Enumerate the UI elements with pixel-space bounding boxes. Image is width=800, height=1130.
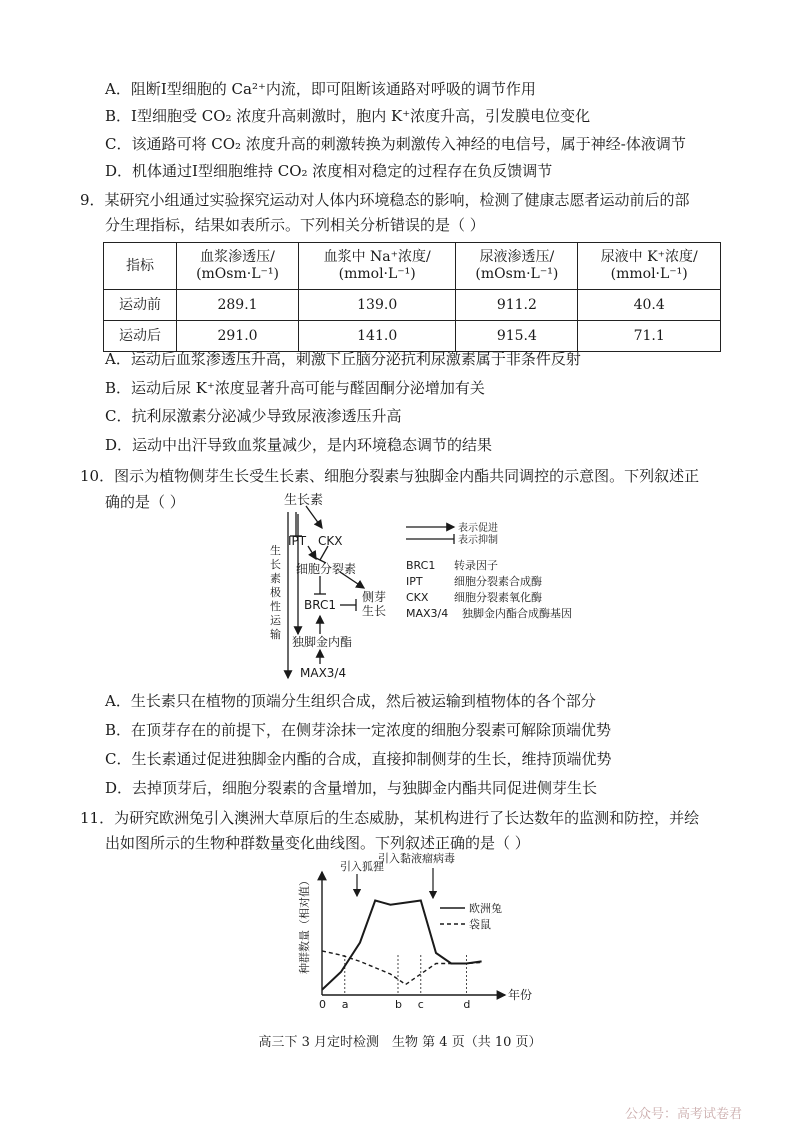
glossary-desc: 细胞分裂素合成酶: [454, 575, 542, 588]
transport-char: 极: [270, 586, 281, 599]
row-label: 运动后: [104, 321, 177, 352]
table-cell: 141.0: [299, 321, 456, 352]
q10-stem-line1: 10．图示为植物侧芽生长受生长素、细胞分裂素与独脚金内酯共同调控的示意图。下列叙述正: [80, 467, 700, 485]
annotation-fox: 引入狐狸: [340, 860, 384, 873]
brc1-label: BRC1: [304, 598, 336, 612]
q9-stem-line1: 9．某研究小组通过实验探究运动对人体内环境稳态的影响，检测了健康志愿者运动前后的部: [80, 191, 690, 209]
x-tick-label: c: [417, 998, 424, 1011]
page-footer: 高三下 3 月定时检测 生物 第 4 页（共 10 页）: [258, 1035, 542, 1050]
table-header: 尿液渗透压/ (mOsm·L⁻¹): [456, 243, 578, 290]
q11-stem-line1: 11．为研究欧洲兔引入澳洲大草原后的生态威胁，某机构进行了长达数年的监测和防控，并绘: [80, 809, 700, 827]
q8-option-d: D．机体通过Ⅰ型细胞维持 CO₂ 浓度相对稳定的过程存在负反馈调节: [105, 162, 553, 180]
x-axis-label: 年份: [508, 988, 533, 1002]
table-header-indicator: 指标: [104, 243, 177, 290]
strigolactone-label: 独脚金内酯: [292, 635, 353, 649]
table-header: 血浆渗透压/ (mOsm·L⁻¹): [177, 243, 299, 290]
q8-option-c: C．该通路可将 CO₂ 浓度升高的刺激转换为刺激传入神经的电信号，属于神经-体液调节: [105, 135, 686, 153]
table-cell: 289.1: [177, 290, 299, 321]
y-axis-label: 种群数量（相对值）: [298, 875, 311, 974]
table-header: 尿液中 K⁺浓度/ (mmol·L⁻¹): [578, 243, 721, 290]
q11-stem-line2: 出如图所示的生物种群数量变化曲线图。下列叙述正确的是（ ）: [105, 834, 530, 852]
watermark: 公众号：高考试卷君: [625, 1107, 743, 1122]
table-cell: 139.0: [299, 290, 456, 321]
transport-char: 运: [270, 614, 281, 627]
glossary-desc: 独脚金内酯合成酶基因: [462, 607, 572, 620]
table-cell: 915.4: [456, 321, 578, 352]
q11-population-chart: [290, 852, 560, 1012]
table-header: 血浆中 Na⁺浓度/ (mmol·L⁻¹): [299, 243, 456, 290]
bud-label-2: 生长: [362, 604, 387, 618]
row-label: 运动前: [104, 290, 177, 321]
transport-char: 输: [270, 628, 281, 641]
q10-option-d: D．去掉顶芽后，细胞分裂素的含量增加，与独脚金内酯共同促进侧芽生长: [105, 779, 598, 797]
table-cell: 71.1: [578, 321, 721, 352]
q10-option-b: B．在顶芽存在的前提下，在侧芽涂抹一定浓度的细胞分裂素可解除顶端优势: [105, 721, 612, 739]
annotation-virus: 引入黏液瘤病毒: [378, 852, 455, 865]
max-label: MAX3/4: [300, 666, 347, 680]
transport-char: 生: [270, 544, 281, 557]
transport-char: 素: [270, 572, 281, 585]
x-tick-label: 0: [319, 998, 326, 1011]
ipt-label: IPT: [288, 534, 307, 548]
q10-regulation-diagram: [258, 484, 728, 684]
ckx-label: CKX: [318, 534, 343, 548]
q10-stem-line2: 确的是（ ）: [105, 493, 185, 511]
series-line-kangaroo: [322, 951, 482, 985]
transport-char: 性: [270, 600, 281, 613]
transport-char: 长: [270, 558, 281, 571]
q8-option-b: B．Ⅰ型细胞受 CO₂ 浓度升高刺激时，胞内 K⁺浓度升高，引发膜电位变化: [105, 107, 591, 125]
table-row: [104, 321, 721, 352]
x-tick-label: b: [395, 998, 402, 1011]
table-cell: 291.0: [177, 321, 299, 352]
q9-option-b: B．运动后尿 K⁺浓度显著升高可能与醛固酮分泌增加有关: [105, 379, 485, 397]
table-cell: 40.4: [578, 290, 721, 321]
x-tick-label: a: [341, 998, 349, 1011]
glossary-term: CKX: [406, 591, 429, 604]
glossary-term: BRC1: [406, 559, 436, 572]
q9-option-d: D．运动中出汗导致血浆量减少，是内环境稳态调节的结果: [105, 436, 493, 454]
q9-option-a: A．运动后血浆渗透压升高，刺激下丘脑分泌抗利尿激素属于非条件反射: [105, 350, 581, 368]
series-line-rabbit: [322, 901, 482, 990]
glossary-desc: 转录因子: [454, 559, 498, 572]
glossary-term: MAX3/4: [406, 607, 449, 620]
glossary-term: IPT: [406, 575, 423, 588]
q9-option-c: C．抗利尿激素分泌减少导致尿液渗透压升高: [105, 407, 402, 425]
q8-option-a: A．阻断Ⅰ型细胞的 Ca²⁺内流，即可阻断该通路对呼吸的调节作用: [105, 80, 536, 98]
bud-label-1: 侧芽: [362, 590, 387, 604]
q10-option-a: A．生长素只在植物的顶端分生组织合成，然后被运输到植物体的各个部分: [105, 692, 596, 710]
table-cell: 911.2: [456, 290, 578, 321]
glossary-desc: 细胞分裂素氧化酶: [454, 591, 542, 604]
x-tick-label: d: [463, 998, 471, 1011]
q9-stem-line2: 分生理指标，结果如表所示。下列相关分析错误的是（ ）: [105, 216, 485, 234]
q10-option-c: C．生长素通过促进独脚金内酯的合成，直接抑制侧芽的生长，维持顶端优势: [105, 750, 612, 768]
cytokinin-label: 细胞分裂素: [296, 562, 357, 576]
legend-inhibit: 表示抑制: [458, 535, 498, 546]
legend-promote: 表示促进: [458, 523, 498, 534]
legend-rabbit: 欧洲兔: [469, 902, 502, 915]
table-row: [104, 290, 721, 321]
legend-kangaroo: 袋鼠: [469, 918, 491, 931]
auxin-label: 生长素: [284, 493, 324, 508]
q9-data-table: [103, 242, 721, 352]
